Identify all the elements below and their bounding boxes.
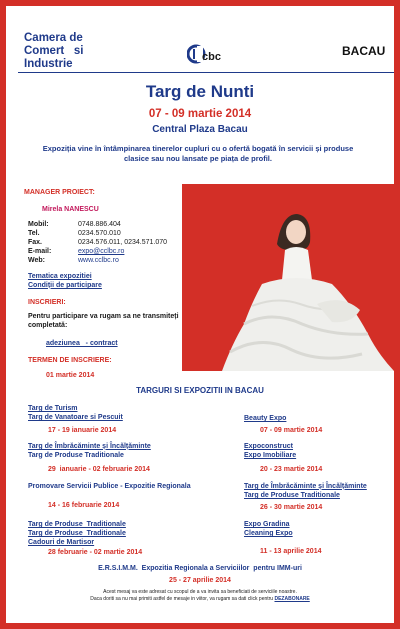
fair-date: 20 - 23 martie 2014 xyxy=(260,466,323,473)
city-label: BACAU xyxy=(342,44,386,58)
cclbc-logo xyxy=(187,44,223,64)
manager-heading: MANAGER PROIECT: xyxy=(24,189,95,196)
tel-value: 0234.570.010 xyxy=(78,230,121,237)
web-label: Web: xyxy=(28,257,45,264)
inscrieri-text-1: Pentru participare va rugam sa ne transmiteți xyxy=(28,313,179,320)
event-intro xyxy=(22,144,374,164)
mobil-label: Mobil: xyxy=(28,221,49,228)
fair-date: 11 - 13 aprilie 2014 xyxy=(260,548,322,555)
org-line-3: Industrie xyxy=(24,58,73,70)
fair-produse-traditionale-link[interactable]: Targ de Produse Traditionale xyxy=(28,530,126,537)
inscrieri-text-2: completată: xyxy=(28,322,68,329)
event-venue: Central Plaza Bacau xyxy=(152,124,248,135)
bride-image-icon xyxy=(182,184,394,371)
fair-cleaning-link[interactable]: Cleaning Expo xyxy=(244,530,293,537)
header-divider xyxy=(18,72,394,73)
fair-servicii-publice-link[interactable]: Promovare Servicii Publice - Expozitie Regionala xyxy=(28,483,191,490)
tel-label: Tel. xyxy=(28,230,40,237)
fairs-heading: TARGURI SI EXPOZITII IN BACAU xyxy=(136,386,264,395)
fair-produse-traditionale-link[interactable]: Targ de Produse Traditionale xyxy=(28,521,126,528)
bride-photo xyxy=(182,184,394,371)
manager-name: Mirela NANESCU xyxy=(42,206,99,213)
fair-date: 14 - 16 februarie 2014 xyxy=(48,502,120,509)
fair-produse-traditionale-link[interactable]: Targ de Produse Traditionale xyxy=(28,452,124,459)
fair-imbracaminte-link[interactable]: Targ de Îmbrăcăminte și Încălțăminte xyxy=(28,443,151,450)
fair-beauty-link[interactable]: Beauty Expo xyxy=(244,415,287,422)
footer-line-2-text: Daca doriti sa nu mai primiti astfel de mesaje in viitor, va rugam sa dati click pentru xyxy=(90,596,274,602)
fair-date: 17 - 19 ianuarie 2014 xyxy=(48,427,117,434)
fair-date: 28 februarie - 02 martie 2014 xyxy=(48,549,143,556)
intro-line-1: Expoziția vine în întâmpinarea tinerelor cupluri cu o ofertă bogată în servicii și produse xyxy=(42,144,354,153)
event-dates: 07 - 09 martie 2014 xyxy=(148,108,252,120)
fair-date: 07 - 09 martie 2014 xyxy=(260,427,323,434)
fair-produse-traditionale-link[interactable]: Targ de Produse Traditionale xyxy=(244,492,340,499)
logo-mark-icon xyxy=(187,44,227,66)
email-label: E-mail: xyxy=(28,248,52,255)
web-link[interactable]: www.cclbc.ro xyxy=(78,257,119,264)
deadline-date: 01 martie 2014 xyxy=(46,372,95,379)
tematica-link[interactable]: Tematica expozitiei xyxy=(28,273,92,280)
fair-gradina-link[interactable]: Expo Gradina xyxy=(244,521,290,528)
intro-line-2: clasice sau nou lansate pe piața de profil. xyxy=(124,154,272,163)
footer xyxy=(14,589,386,603)
fair-date: 29 ianuarie - 02 februarie 2014 xyxy=(48,466,150,473)
fair-turism-link[interactable]: Targ de Turism xyxy=(28,405,78,412)
inscrieri-heading: INSCRIERI: xyxy=(28,299,66,306)
footer-line-2 xyxy=(14,596,386,603)
fair-vanatoare-link[interactable]: Targ de Vanatoare si Pescuit xyxy=(28,414,123,421)
conditii-link[interactable]: Condiții de participare xyxy=(28,282,102,289)
fair-martisor-link[interactable]: Cadouri de Martisor xyxy=(28,539,95,546)
unsubscribe-link[interactable]: DEZABONARE xyxy=(274,596,310,602)
organization-name xyxy=(24,32,94,71)
fax-label: Fax. xyxy=(28,239,43,246)
ersimm-date: 25 - 27 aprilie 2014 xyxy=(169,577,231,584)
fair-expoconstruct-link[interactable]: Expoconstruct xyxy=(244,443,294,450)
logo-text: cbc xyxy=(202,51,221,63)
deadline-heading: TERMEN DE INSCRIERE: xyxy=(28,357,112,364)
org-line-1: Camera de xyxy=(24,32,83,44)
email-link[interactable]: expo@cclbc.ro xyxy=(78,248,125,255)
fair-imbracaminte-link[interactable]: Targ de Îmbrăcăminte și Încălțăminte xyxy=(244,483,367,490)
mobil-value: 0748.886.404 xyxy=(78,221,121,228)
event-title: Targ de Nunti xyxy=(145,82,255,101)
fair-imobiliare-link[interactable]: Expo Imobiliare xyxy=(244,452,297,459)
adeziune-contract-link[interactable]: adeziunea - contract xyxy=(46,340,118,347)
org-line-2: Comert si xyxy=(24,45,84,57)
footer-line-1: Acest mesaj va este adresat cu scopul de a va invita sa beneficiati de serviciile noastre. xyxy=(103,589,297,595)
fax-value: 0234.576.011, 0234.571.070 xyxy=(78,239,168,246)
ersimm-title[interactable]: E.R.S.I.M.M. Expozitia Regionala a Serviciilor pentru IMM-uri xyxy=(98,565,302,572)
fair-date: 26 - 30 martie 2014 xyxy=(260,504,323,511)
